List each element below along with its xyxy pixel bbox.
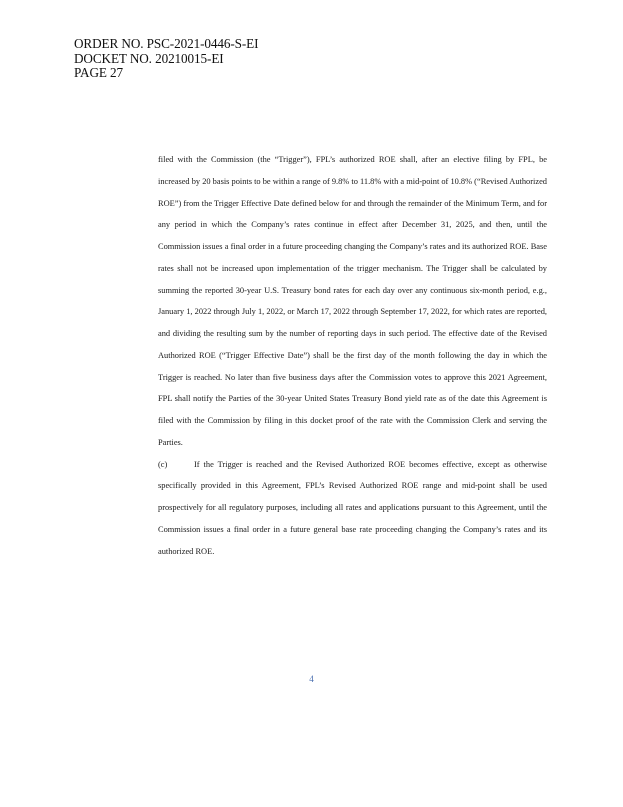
- document-header: [74, 37, 258, 81]
- paragraph-c-text: If the Trigger is reached and the Revised Authorized ROE becomes effective, except as otherwise specifically provided in this Agreement, FPL’s Revised Authorized ROE range and mid-point shall be used prospectively for all regulatory purposes, including all rates and applications pursuant to this Agreement, until the Commission issues a final order in a future general base rate proceeding changing the Company’s rates and its authorized ROE.: [158, 459, 547, 556]
- order-number: ORDER NO. PSC-2021-0446-S-EI: [74, 36, 259, 51]
- header-page-number: PAGE 27: [74, 65, 124, 80]
- paragraph-trigger: filed with the Commission (the “Trigger”), FPL’s authorized ROE shall, after an elective filing by FPL, be increased by 20 basis points to be within a range of 9.8% to 11.8% with a mid-point of 10.8% (“Revised Authorized ROE”) from the Trigger Effective Date defined below for and through the remainder of the Minimum Term, and for any period in which the Company’s rates continue in effect after December 31, 2025, and then, until the Commission issues a final order in a future proceeding changing the Company’s rates and its authorized ROE. Base rates shall not be increased upon implementation of the trigger mechanism. The Trigger shall be calculated by summing the reported 30-year U.S. Treasury bond rates for each day over any continuous six-month period, e.g., January 1, 2022 through July 1, 2022, or March 17, 2022 through September 17, 2022, for which rates are reported, and dividing the resulting sum by the number of reporting days in such period. The effective date of the Revised Authorized ROE (“Trigger Effective Date”) shall be the first day of the month following the day in which the Trigger is reached. No later than five business days after the Commission votes to approve this 2021 Agreement, FPL shall notify the Parties of the 30-year United States Treasury Bond yield rate as of the date this Agreement is filed with the Commission by filing in this docket proof of the rate with the Commission Clerk and serving the Parties.: [158, 155, 547, 447]
- footer-page-number: 4: [309, 674, 314, 684]
- paragraph-c: [158, 454, 547, 563]
- paragraph-c-label: (c): [158, 459, 168, 469]
- docket-number: DOCKET NO. 20210015-EI: [74, 50, 224, 66]
- document-body: [158, 149, 547, 562]
